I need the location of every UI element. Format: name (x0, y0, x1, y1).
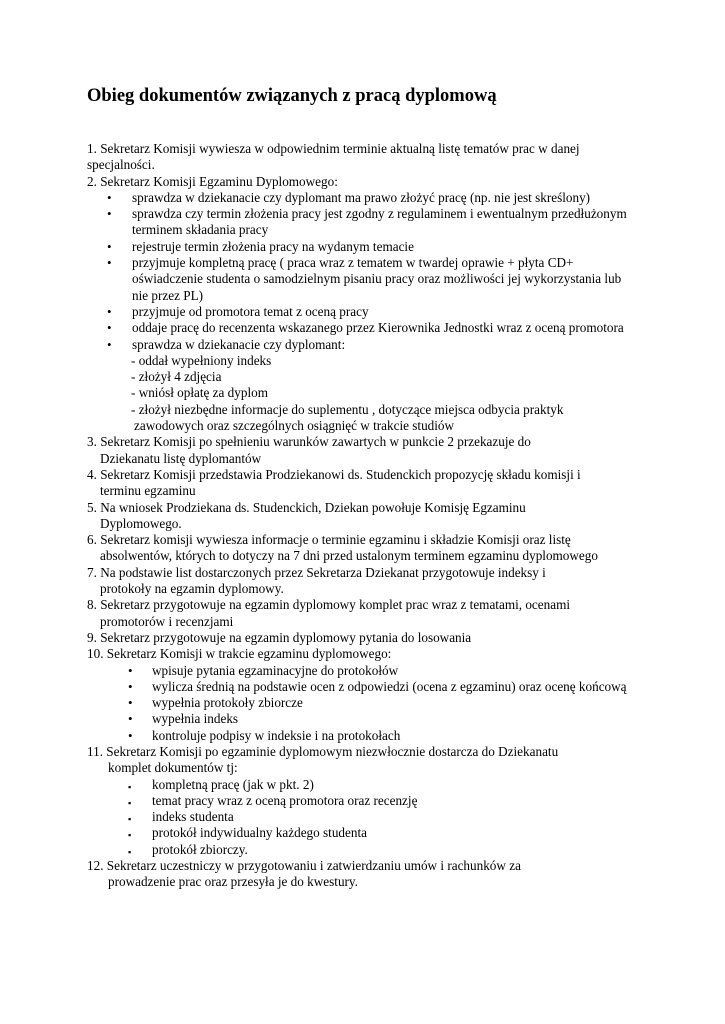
bullet-icon: • (128, 695, 133, 711)
list-item (87, 320, 647, 336)
bullet-text: oddaje pracę do recenzenta wskazanego przez Kierownika Jednostki wraz z oceną promotora (132, 320, 624, 336)
list-item (87, 239, 647, 255)
bullet-text: wpisuje pytania egzaminacyjne do protokołów (152, 662, 399, 678)
bullet-icon: • (128, 678, 133, 694)
bullet-icon: • (107, 189, 112, 205)
list-item (87, 695, 647, 711)
bullet-text: przyjmuje kompletną pracę ( praca wraz z tematem w twardej oprawie + płyta CD+ (132, 255, 574, 271)
list-item (87, 679, 647, 695)
bullet-icon: • (107, 206, 112, 222)
check-item-cont: zawodowych oraz szczególnych osiągnięć w trakcie studiów (134, 418, 455, 434)
item-11-line-1: 11. Sekretarz Komisji po egzaminie dyplomowym niezwłocznie dostarcza do Dziekanatu (87, 743, 559, 759)
bullet-text: wypełnia protokoły zbiorcze (152, 695, 303, 711)
bullet-icon: • (107, 336, 112, 352)
square-bullet-icon: ▪ (128, 830, 132, 841)
item-8-line-2: promotorów i recenzjami (100, 613, 234, 629)
document-body (87, 141, 647, 891)
list-item (87, 190, 647, 206)
bullet-icon: • (128, 727, 133, 743)
item-12-line-2: prowadzenie prac oraz przesyła je do kwestury. (108, 874, 358, 890)
item-4-line-1: 4. Sekretarz Komisji przedstawia Prodziekanowi ds. Studenckich propozycję składu komisji i (87, 466, 581, 482)
check-item: - wniósł opłatę za dyplom (131, 385, 268, 401)
bullet-text: sprawdza w dziekanacie czy dyplomant: (132, 336, 346, 352)
item-7-line-2: protokoły na egzamin dyplomowy. (100, 581, 284, 597)
list-item (87, 206, 647, 239)
bullet-text: wypełnia indeks (152, 711, 239, 727)
item-11-line-2: komplet dokumentów tj: (108, 760, 238, 776)
list-item (87, 842, 647, 858)
bullet-icon: • (128, 662, 133, 678)
item-1-line-1: 1. Sekretarz Komisji wywiesza w odpowiednim terminie aktualną listę tematów prac w danej (87, 141, 580, 156)
check-item: - złożył niezbędne informacje do suplementu , dotyczące miejsca odbycia praktyk (131, 401, 564, 417)
bullet-icon: • (107, 255, 112, 271)
bullet-text-cont: terminem składania pracy (132, 222, 269, 238)
bullet-text: sprawdza czy termin złożenia pracy jest zgodny z regulaminem i ewentualnym przedłużonym (132, 206, 627, 222)
item-3-line-1: 3. Sekretarz Komisji po spełnieniu warunków zawartych w punkcie 2 przekazuje do (87, 434, 531, 450)
item-7-line-1: 7. Na podstawie list dostarczonych przez Sekretarza Dziekanat przygotowuje indeksy i (87, 564, 546, 580)
bullet-icon: • (107, 238, 112, 254)
item-6-line-2: absolwentów, których to dotyczy na 7 dni przed ustalonym terminem egzaminu dyplomowego (100, 548, 598, 564)
list-item (87, 793, 647, 809)
document-title: Obieg dokumentów związanych z pracą dyplomową (87, 86, 497, 106)
bullet-icon: • (107, 320, 112, 336)
bullet-icon: • (107, 303, 112, 319)
list-item (87, 337, 647, 353)
item-9-line-1: 9. Sekretarz przygotowuje na egzamin dyplomowy pytania do losowania (87, 629, 472, 645)
bullet-text: protokół zbiorczy. (152, 841, 248, 857)
bullet-text: kompletną pracę (jak w pkt. 2) (152, 776, 314, 792)
bullet-text: przyjmuje od promotora temat z oceną pracy (132, 303, 369, 319)
list-item (87, 304, 647, 320)
bullet-text: indeks studenta (152, 809, 234, 825)
bullet-text-cont: nie przez PL) (132, 287, 204, 303)
list-item (87, 255, 647, 304)
item-12-line-1: 12. Sekretarz uczestniczy w przygotowaniu i zatwierdzaniu umów i rachunków za (87, 858, 521, 874)
bullet-text: sprawdza w dziekanacie czy dyplomant ma prawo złożyć pracę (np. nie jest skreślony) (132, 189, 591, 205)
list-item (87, 777, 647, 793)
list-item (87, 728, 647, 744)
check-item: - złożył 4 zdjęcia (131, 369, 222, 385)
item-1-line-2: specjalności. (87, 157, 155, 173)
item-3-line-2: Dziekanatu listę dyplomantów (100, 450, 262, 466)
item-6-line-1: 6. Sekretarz komisji wywiesza informacje o terminie egzaminu i składzie Komisji oraz listę (87, 532, 571, 548)
bullet-text-cont: oświadczenie studenta o samodzielnym pisaniu pracy oraz możliwości jej wykorzystania lub (132, 271, 622, 287)
list-item (87, 809, 647, 825)
item-2-heading: 2. Sekretarz Komisji Egzaminu Dyplomowego: (87, 173, 338, 189)
item-4-line-2: terminu egzaminu (100, 483, 196, 499)
item-8-line-1: 8. Sekretarz przygotowuje na egzamin dyplomowy komplet prac wraz z tematami, ocenami (87, 597, 570, 613)
bullet-text: kontroluje podpisy w indeksie i na protokołach (152, 727, 401, 743)
bullet-text: rejestruje termin złożenia pracy na wydanym temacie (132, 238, 414, 254)
bullet-icon: • (128, 711, 133, 727)
square-bullet-icon: ▪ (128, 814, 132, 825)
list-item (87, 663, 647, 679)
bullet-text: wylicza średnią na podstawie ocen z odpowiedzi (ocena z egzaminu) oraz ocenę końcową (152, 678, 627, 694)
bullet-text: temat pracy wraz z oceną promotora oraz recenzję (152, 792, 418, 808)
square-bullet-icon: ▪ (128, 797, 132, 808)
item-5-line-2: Dyplomowego. (100, 515, 182, 531)
bullet-text: protokół indywidualny każdego studenta (152, 825, 367, 841)
item-5-line-1: 5. Na wniosek Prodziekana ds. Studenckich, Dziekan powołuje Komisję Egzaminu (87, 499, 526, 515)
square-bullet-icon: ▪ (128, 781, 132, 792)
square-bullet-icon: ▪ (128, 846, 132, 857)
list-item (87, 825, 647, 841)
check-item: - oddał wypełniony indeks (131, 352, 272, 368)
item-10-heading: 10. Sekretarz Komisji w trakcie egzaminu dyplomowego: (87, 646, 392, 662)
list-item (87, 711, 647, 727)
